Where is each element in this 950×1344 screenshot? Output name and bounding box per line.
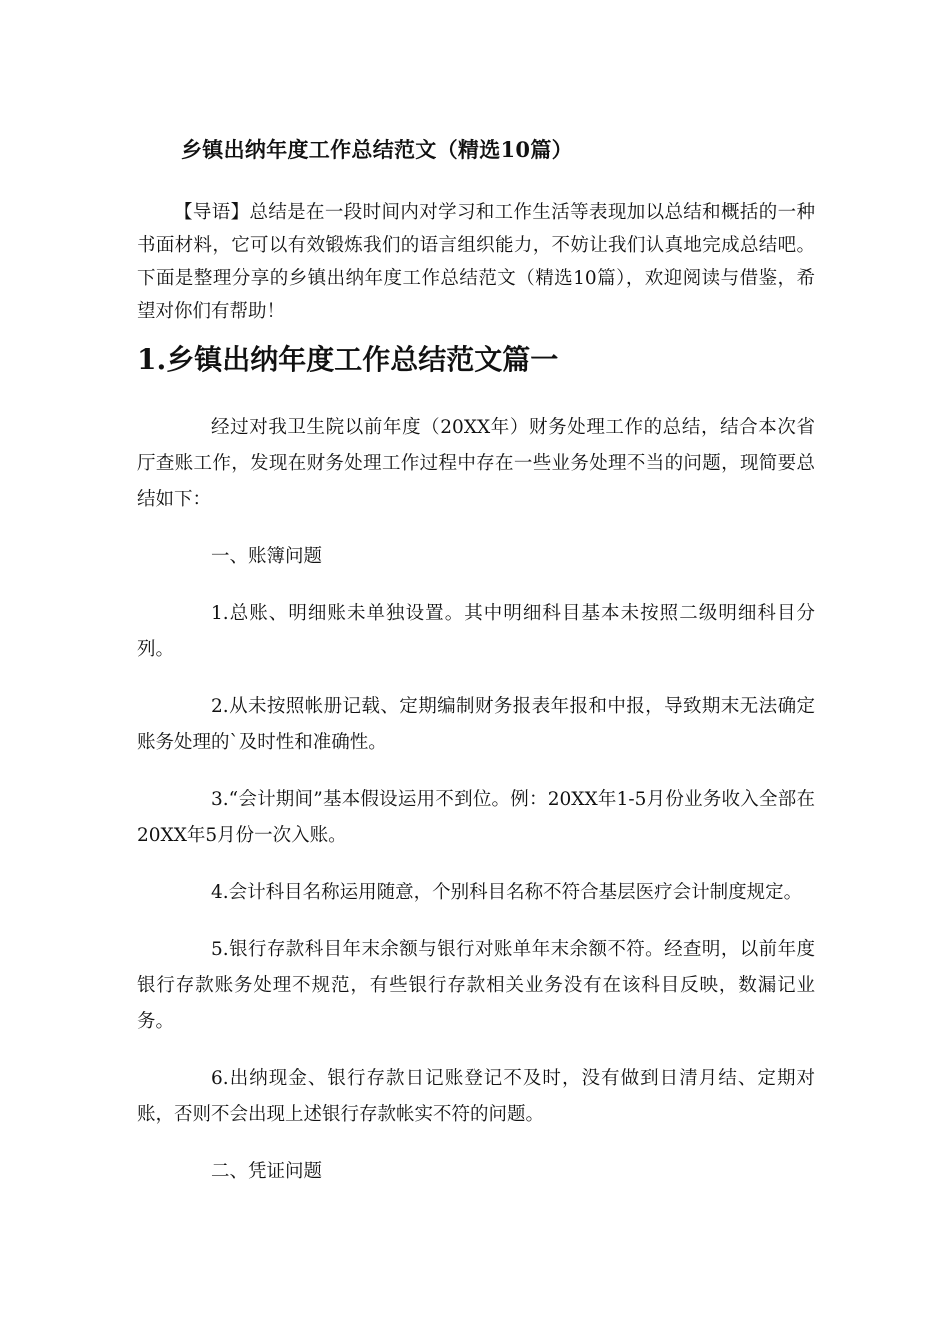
subheading-ledger-issues: 一、账簿问题 [211, 546, 323, 567]
paragraph-item-6: 6.出纳现金、银行存款日记账登记不及时，没有做到日清月结、定期对账，否则不会出现上述银行存款帐实不符的问题。 [137, 1068, 815, 1125]
paragraph-item-4: 4.会计科目名称运用随意，个别科目名称不符合基层医疗会计制度规定。 [211, 882, 803, 903]
intro-paragraph: 【导语】总结是在一段时间内对学习和工作生活等表现加以总结和概括的一种书面材料，它可以有效锻炼我们的语言组织能力，不妨让我们认真地完成总结吧。下面是整理分享的乡镇出纳年度工作总结范文（精选10篇），欢迎阅读与借鉴，希望对你们有帮助！ [137, 202, 815, 322]
paragraph-item-2: 2.从未按照帐册记载、定期编制财务报表年报和中报，导致期末无法确定账务处理的`及时性和准确性。 [137, 696, 815, 753]
paragraph-item-1: 1.总账、明细账未单独设置。其中明细科目基本未按照二级明细科目分列。 [137, 603, 815, 660]
document-title: 乡镇出纳年度工作总结范文（精选10篇） [181, 137, 573, 162]
document-body [137, 410, 815, 1211]
subheading-voucher-issues: 二、凭证问题 [211, 1161, 323, 1182]
paragraph-summary: 经过对我卫生院以前年度（20XX年）财务处理工作的总结，结合本次省厅查账工作，发现在财务处理工作过程中存在一些业务处理不当的问题，现简要总结如下： [137, 417, 815, 510]
section-heading: 1.乡镇出纳年度工作总结范文篇一 [137, 343, 559, 376]
paragraph-item-5: 5.银行存款科目年末余额与银行对账单年末余额不符。经查明，以前年度银行存款账务处理不规范，有些银行存款相关业务没有在该科目反映，数漏记业务。 [137, 939, 815, 1032]
paragraph-item-3: 3.“会计期间”基本假设运用不到位。例：20XX年1-5月份业务收入全部在20XX年5月份一次入账。 [137, 789, 815, 846]
